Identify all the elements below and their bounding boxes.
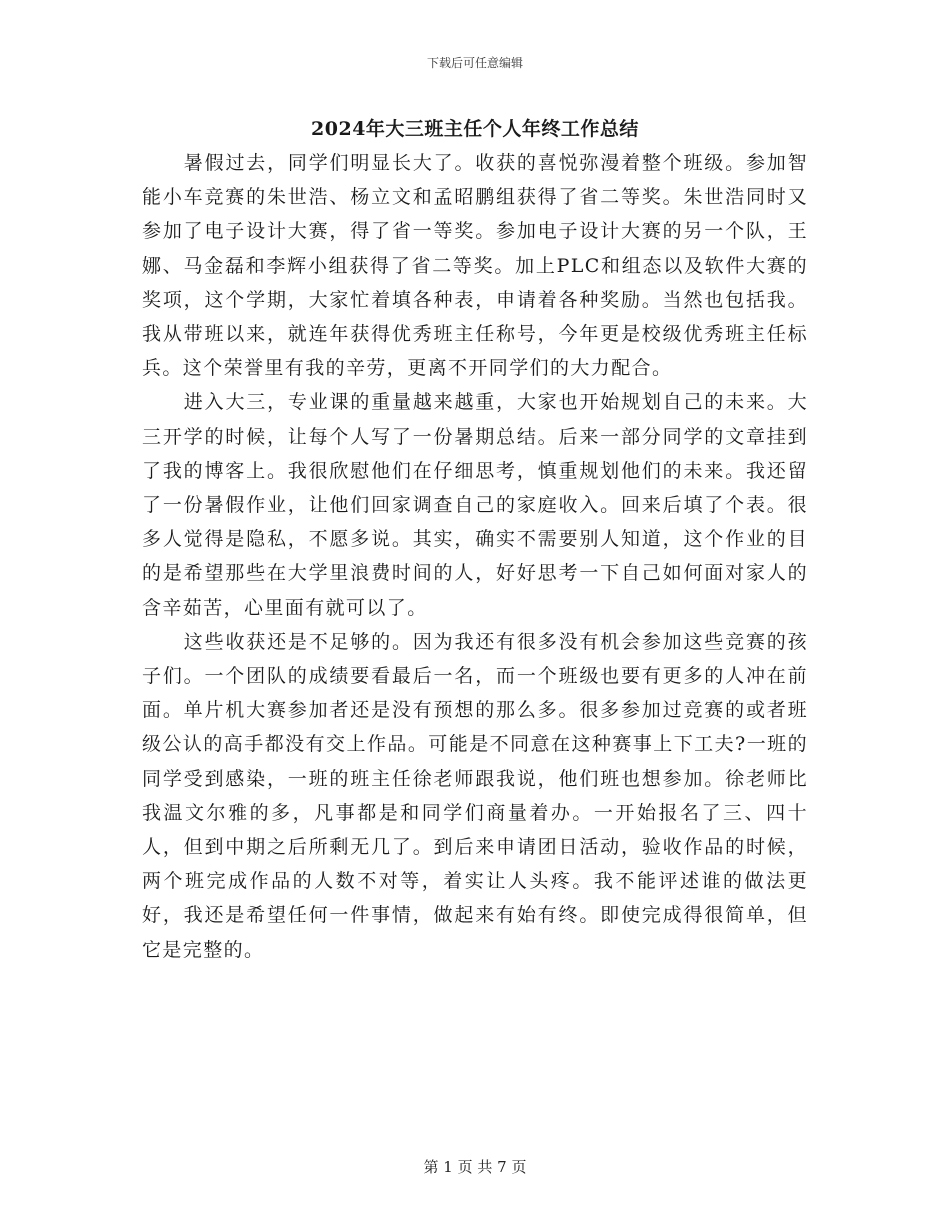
- document-title: 2024年大三班主任个人年终工作总结: [311, 118, 639, 140]
- document-body: [142, 146, 808, 967]
- paragraph: 进入大三，专业课的重量越来越重，大家也开始规划自己的未来。大三开学的时候，让每个人写了一份暑期总结。后来一部分同学的文章挂到了我的博客上。我很欣慰他们在仔细思考，慎重规划他们的未来。我还留了一份暑假作业，让他们回家调查自己的家庭收入。回来后填了个表。很多人觉得是隐私，不愿多说。其实，确实不需要别人知道，这个作业的目的是希望那些在大学里浪费时间的人，好好思考一下自己如何面对家人的含辛茹苦，心里面有就可以了。: [142, 391, 808, 619]
- paragraph: 这些收获还是不足够的。因为我还有很多没有机会参加这些竞赛的孩子们。一个团队的成绩要看最后一名，而一个班级也要有更多的人冲在前面。单片机大赛参加者还是没有预想的那么多。很多参加过竞赛的或者班级公认的高手都没有交上作品。可能是不同意在这种赛事上下工夫?一班的同学受到感染，一班的班主任徐老师跟我说，他们班也想参加。徐老师比我温文尔雅的多，凡事都是和同学们商量着办。一开始报名了三、四十人，但到中期之后所剩无几了。到后来申请团日活动，验收作品的时候，两个班完成作品的人数不对等，着实让人头疼。我不能评述谁的做法更好，我还是希望任何一件事情，做起来有始有终。即使完成得很简单，但它是完整的。: [142, 630, 808, 961]
- page-number: 第 1 页 共 7 页: [423, 1158, 527, 1176]
- page-header-note: 下载后可任意编辑: [426, 56, 523, 70]
- paragraph: 暑假过去，同学们明显长大了。收获的喜悦弥漫着整个班级。参加智能小车竞赛的朱世浩、杨立文和孟昭鹏组获得了省二等奖。朱世浩同时又参加了电子设计大赛，得了省一等奖。参加电子设计大赛的另一个队，王娜、马金磊和李辉小组获得了省二等奖。加上PLC和组态以及软件大赛的奖项，这个学期，大家忙着填各种表，申请着各种奖励。当然也包括我。我从带班以来，就连年获得优秀班主任称号，今年更是校级优秀班主任标兵。这个荣誉里有我的辛劳，更离不开同学们的大力配合。: [142, 152, 808, 380]
